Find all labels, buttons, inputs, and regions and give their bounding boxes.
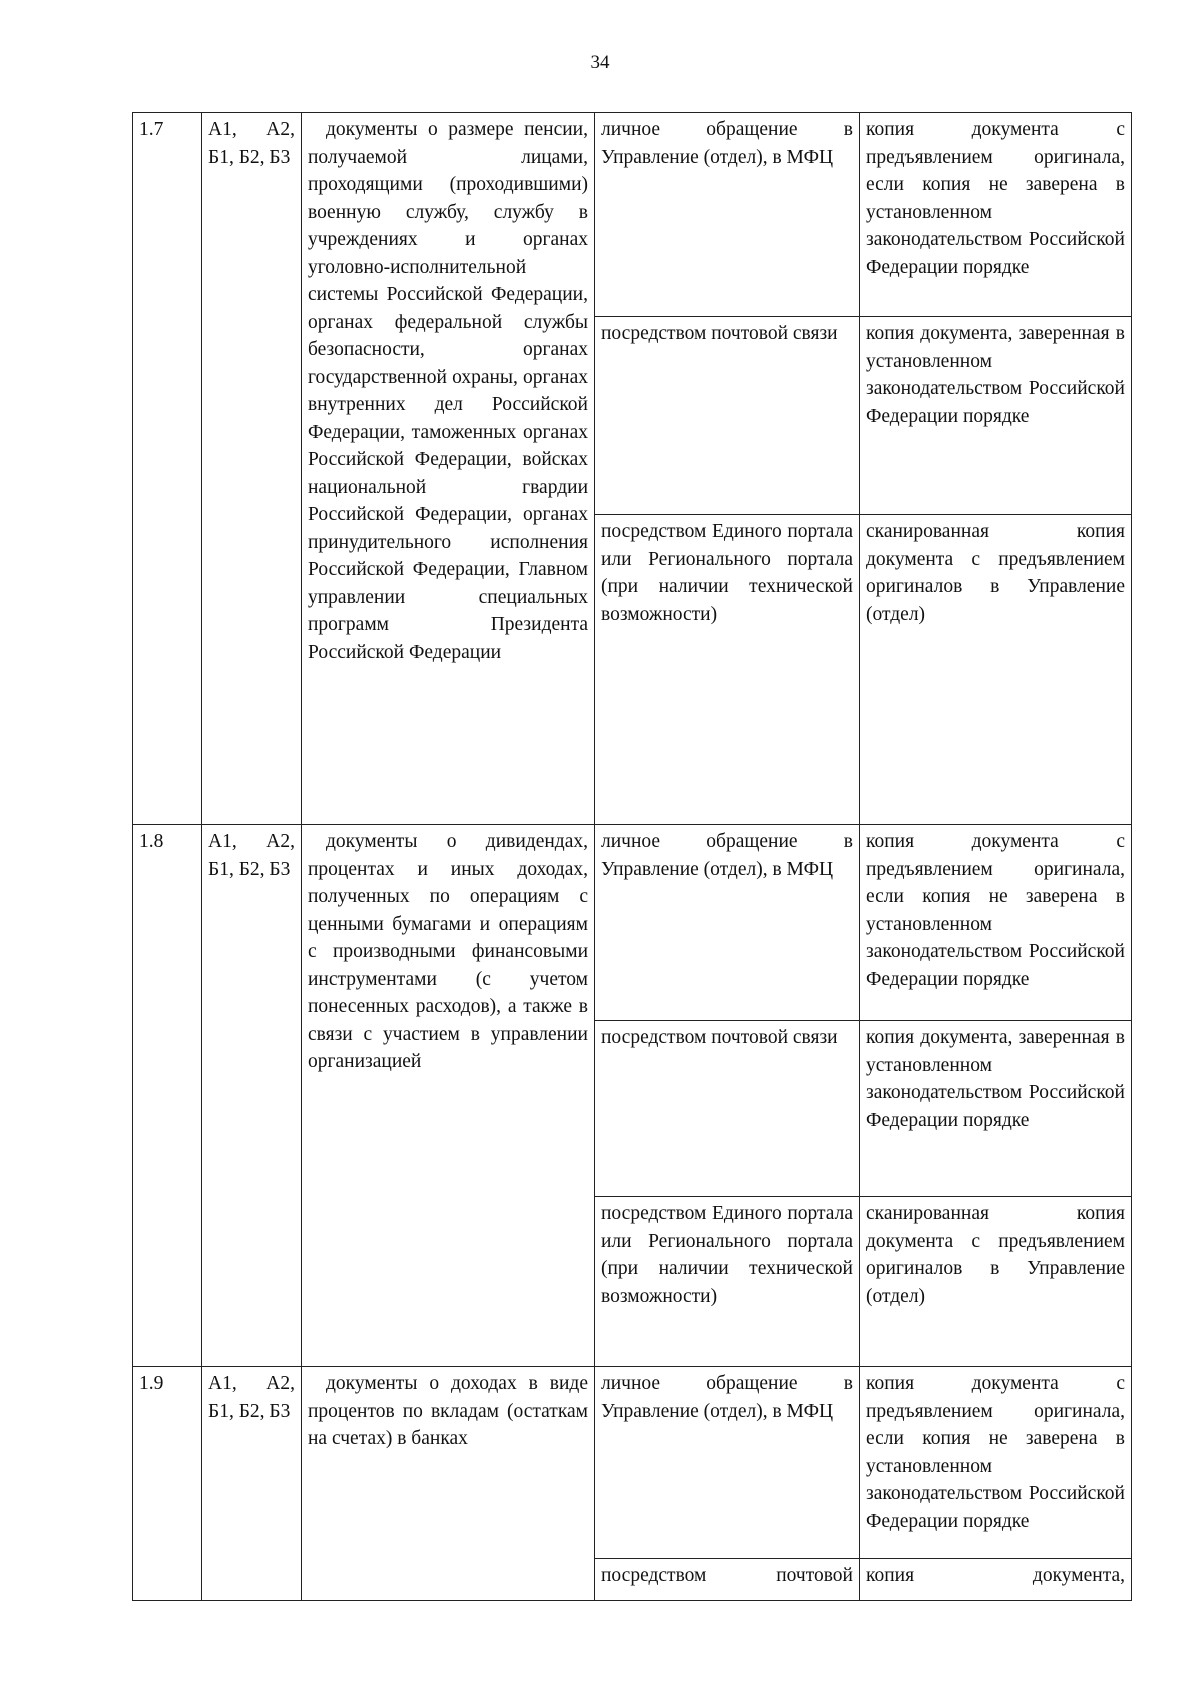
method-way: посредством почтовой связи — [595, 317, 860, 515]
row-number: 1.8 — [133, 825, 202, 1367]
row-categories: А1, А2, Б1, Б2, Б3 — [202, 1367, 302, 1601]
method-form: копия документа с предъявлением оригинала, если копия не заверена в установленном законодательством Российской Федерации порядке — [860, 1367, 1132, 1559]
method-form: копия документа, заверенная в установленном законодательством Российской Федерации порядке — [860, 317, 1132, 515]
method-way: посредством Единого портала или Регионального портала (при наличии технической возможности) — [595, 1197, 860, 1367]
table-row — [133, 1367, 1132, 1559]
method-way: посредством почтовой — [595, 1559, 860, 1601]
method-way: личное обращение в Управление (отдел), в МФЦ — [595, 1367, 860, 1559]
method-form: копия документа, заверенная в установленном законодательством Российской Федерации порядке — [860, 1021, 1132, 1197]
method-way: посредством Единого портала или Регионального портала (при наличии технической возможности) — [595, 515, 860, 825]
method-way: личное обращение в Управление (отдел), в МФЦ — [595, 113, 860, 317]
method-form: копия документа, — [860, 1559, 1132, 1601]
row-categories: А1, А2, Б1, Б2, Б3 — [202, 825, 302, 1367]
table-row — [133, 113, 1132, 317]
method-form: сканированная копия документа с предъявлением оригиналов в Управление (отдел) — [860, 515, 1132, 825]
method-way: посредством почтовой связи — [595, 1021, 860, 1197]
documents-table — [132, 112, 1132, 1601]
row-number: 1.9 — [133, 1367, 202, 1601]
row-document: документы о доходах в виде процентов по вкладам (остаткам на счетах) в банках — [302, 1367, 595, 1601]
row-categories: А1, А2, Б1, Б2, Б3 — [202, 113, 302, 825]
method-form: копия документа с предъявлением оригинала, если копия не заверена в установленном законодательством Российской Федерации порядке — [860, 113, 1132, 317]
method-form: сканированная копия документа с предъявлением оригиналов в Управление (отдел) — [860, 1197, 1132, 1367]
row-document: документы о дивидендах, процентах и иных доходах, полученных по операциям с ценными бумагами и операциям с производными финансовыми инструментами (с учетом понесенных расходов), а также в связи с участием в управлении организацией — [302, 825, 595, 1367]
page-number: 34 — [590, 52, 610, 73]
method-form: копия документа с предъявлением оригинала, если копия не заверена в установленном законодательством Российской Федерации порядке — [860, 825, 1132, 1021]
row-number: 1.7 — [133, 113, 202, 825]
row-document: документы о размере пенсии, получаемой лицами, проходящими (проходившими) военную службу, службу в учреждениях и органах уголовно-исполнительной системы Российской Федерации, органах федеральной службы безопасности, органах государственной охраны, органах внутренних дел Российской Федерации, таможенных органах Российской Федерации, войсках национальной гвардии Российской Федерации, органах принудительного исполнения Российской Федерации, Главном управлении специальных программ Президента Российской Федерации — [302, 113, 595, 825]
method-way: личное обращение в Управление (отдел), в МФЦ — [595, 825, 860, 1021]
table-row — [133, 825, 1132, 1021]
